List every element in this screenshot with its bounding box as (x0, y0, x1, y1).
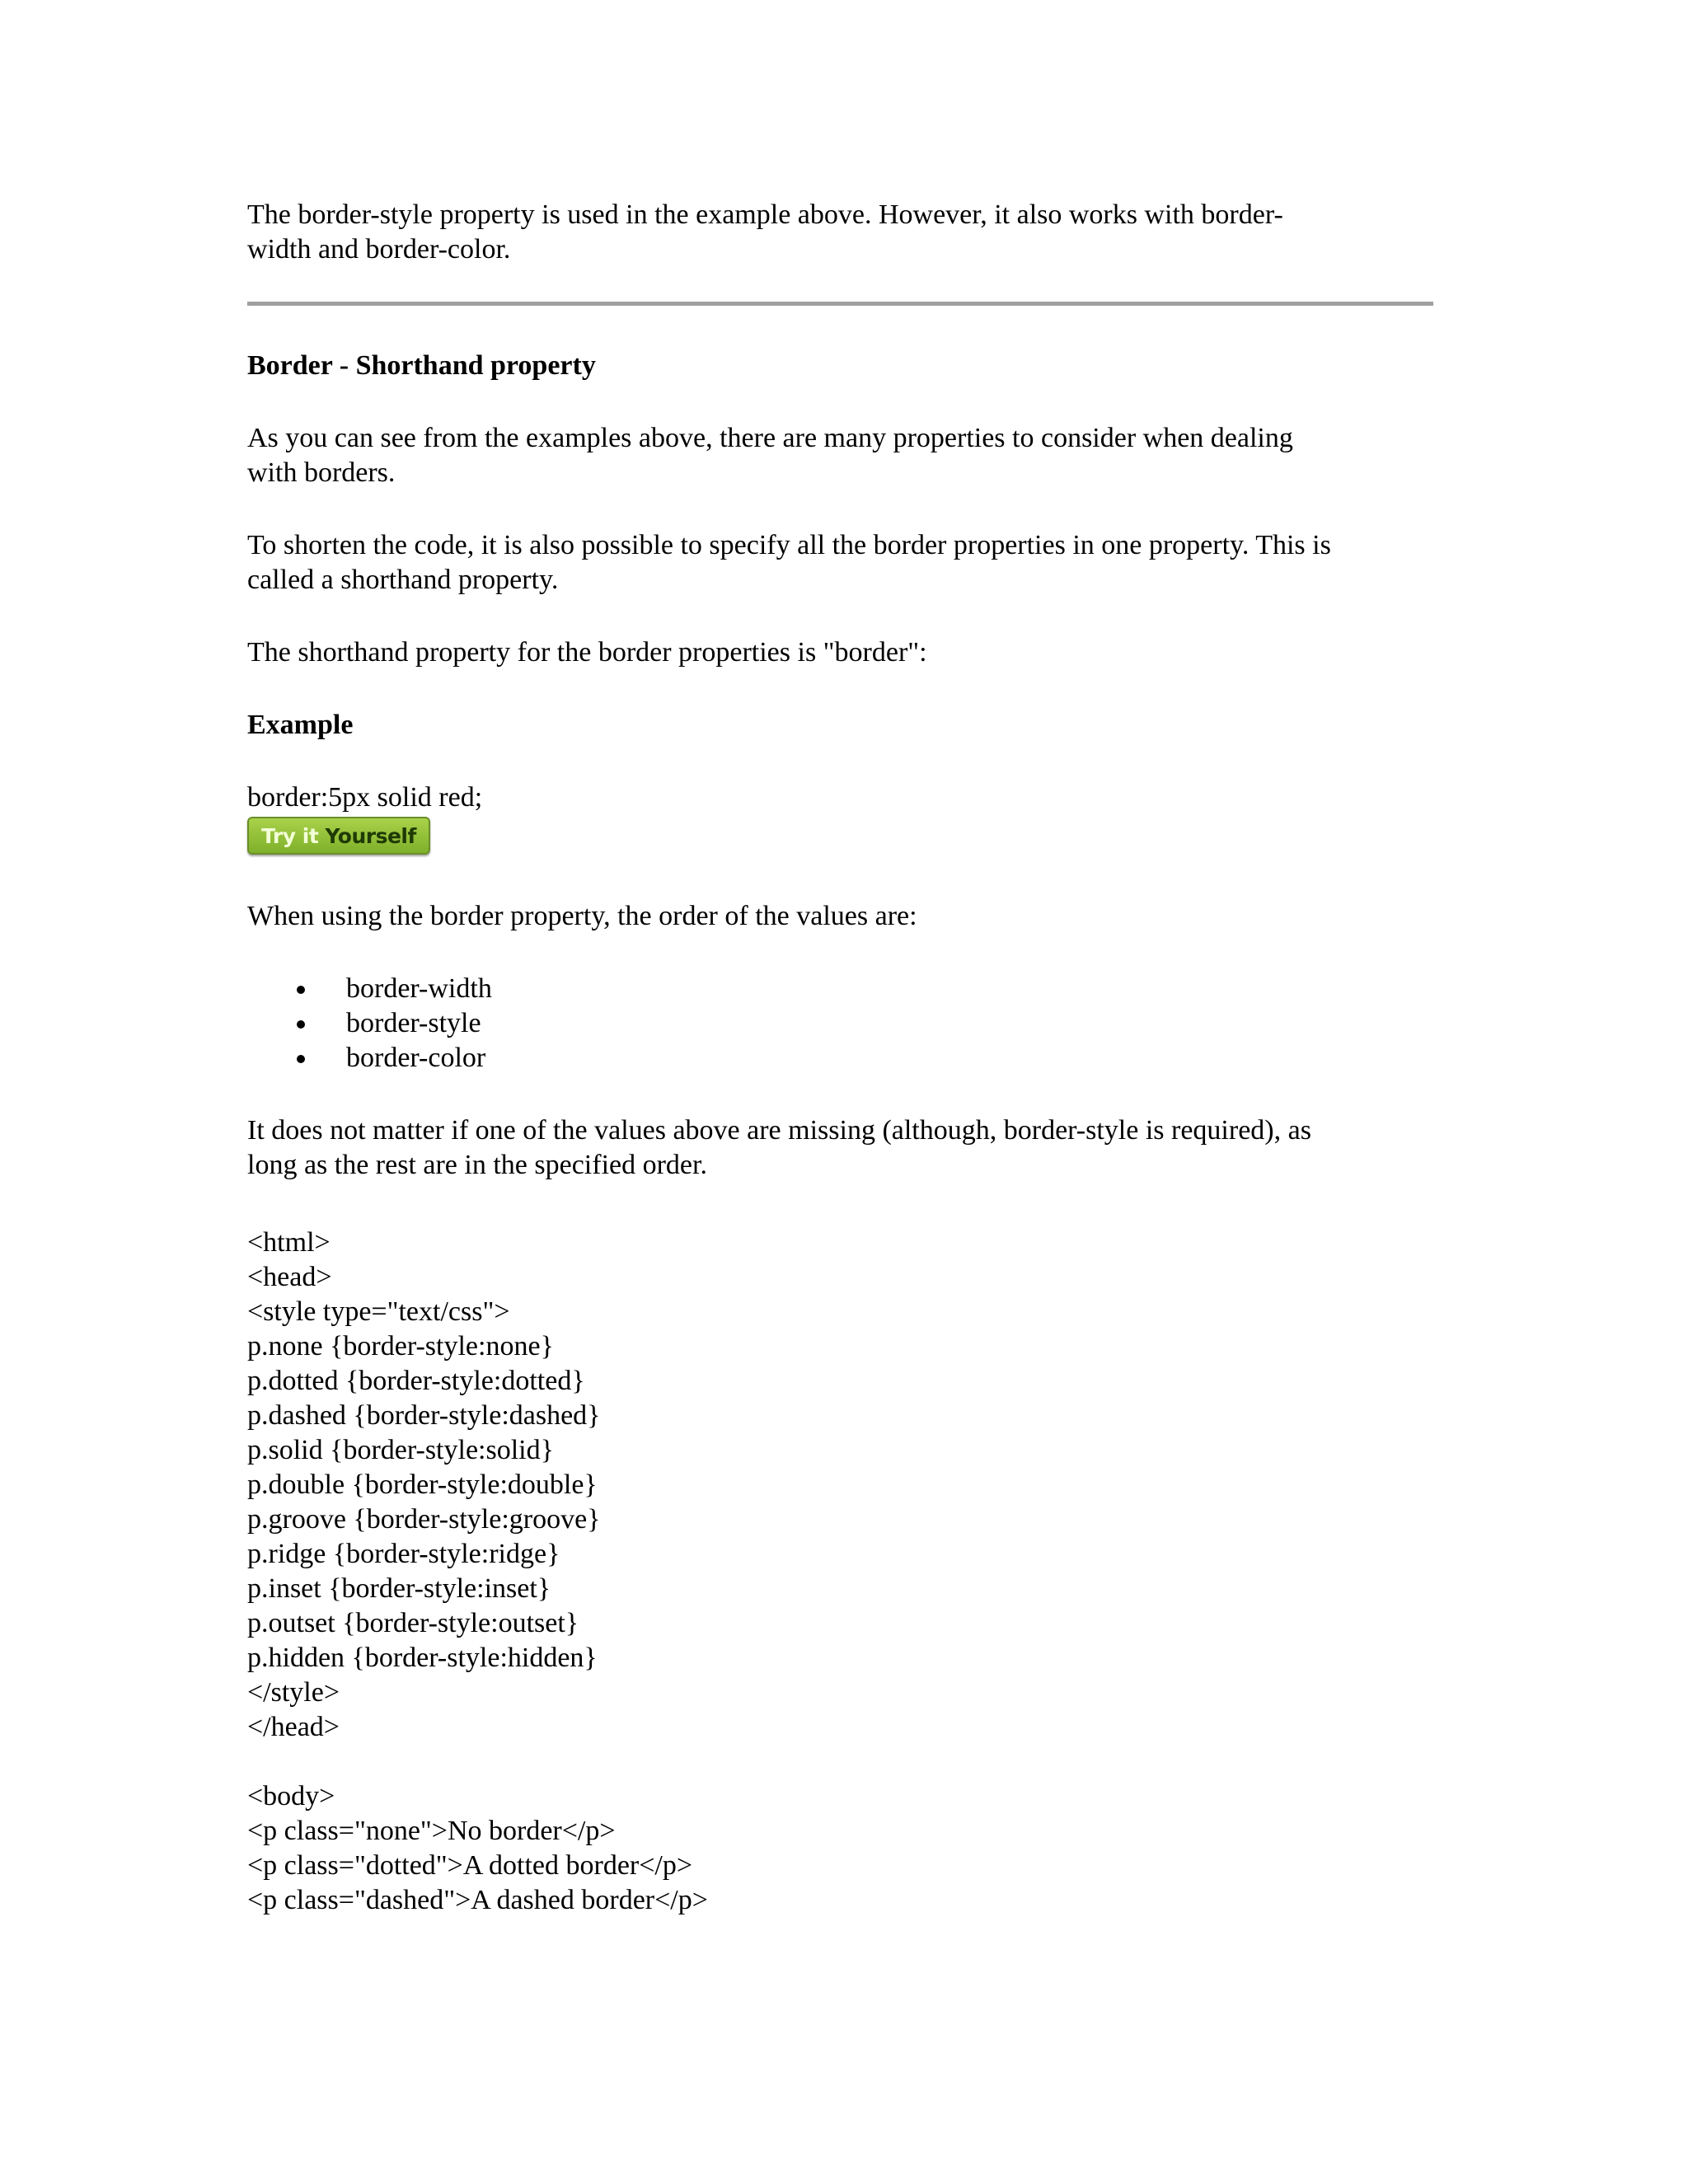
paragraph-line: with borders. (247, 457, 396, 488)
code-line: p.dashed {border-style:dashed} (247, 1400, 601, 1431)
paragraph-line: To shorten the code, it is also possible to specify all the border properties in one property. This is (247, 530, 1331, 560)
paragraph-line: long as the rest are in the specified order. (247, 1150, 707, 1180)
code-line: p.groove {border-style:groove} (247, 1504, 601, 1535)
paragraph-many-properties (247, 421, 1434, 490)
section-divider (247, 302, 1433, 306)
code-line: <p class="dashed">A dashed border</p> (247, 1885, 708, 1915)
code-line: p.double {border-style:double} (247, 1469, 598, 1500)
example-code: border:5px solid red; (247, 782, 483, 813)
code-line: <p class="none">No border</p> (247, 1816, 616, 1846)
intro-paragraph (247, 198, 1434, 267)
code-line: p.inset {border-style:inset} (247, 1573, 551, 1604)
paragraph-shorten-code (247, 528, 1434, 598)
paragraph-line: called a shorthand property. (247, 565, 559, 595)
intro-line-1: The border-style property is used in the example above. However, it also works with border- (247, 199, 1283, 230)
paragraph-line: As you can see from the examples above, there are many properties to consider when dealing (247, 423, 1293, 453)
yourself-label: Yourself (325, 824, 416, 848)
code-body-section (247, 1779, 1434, 1918)
list-item-label: border-color (346, 1043, 486, 1073)
document-page (247, 198, 1434, 1918)
code-listing (247, 1226, 1434, 1918)
code-line: <body> (247, 1781, 335, 1811)
bullet-icon (297, 1020, 305, 1029)
try-it-label: Try it (261, 824, 319, 848)
code-spacer (247, 1745, 1434, 1779)
missing-values-note (247, 1113, 1434, 1183)
list-item (247, 1041, 1434, 1076)
list-item (247, 972, 1434, 1006)
code-line: <html> (247, 1227, 331, 1258)
code-line: p.dotted {border-style:dotted} (247, 1366, 585, 1396)
code-line: p.none {border-style:none} (247, 1331, 554, 1361)
code-head-section (247, 1226, 1434, 1745)
code-line: <p class="dotted">A dotted border</p> (247, 1850, 693, 1881)
paragraph-line: It does not matter if one of the values above are missing (although, border-style is required), as (247, 1115, 1311, 1146)
try-it-yourself-button[interactable] (247, 817, 430, 855)
list-item-label: border-style (346, 1008, 481, 1038)
paragraph-shorthand: The shorthand property for the border properties is "border": (247, 637, 927, 668)
code-line: p.hidden {border-style:hidden} (247, 1643, 598, 1673)
section-heading: Border - Shorthand property (247, 350, 596, 381)
intro-line-2: width and border-color. (247, 234, 511, 265)
code-line: p.outset {border-style:outset} (247, 1608, 579, 1638)
order-intro: When using the border property, the order of the values are: (247, 901, 917, 931)
code-line: <head> (247, 1262, 332, 1292)
list-item-label: border-width (346, 973, 492, 1004)
value-order-list (247, 972, 1434, 1076)
code-line: p.solid {border-style:solid} (247, 1435, 554, 1465)
list-item (247, 1006, 1434, 1041)
bullet-icon (297, 986, 305, 994)
bullet-icon (297, 1055, 305, 1063)
example-heading: Example (247, 710, 354, 740)
code-line: p.ridge {border-style:ridge} (247, 1539, 560, 1569)
code-line: <style type="text/css"> (247, 1296, 510, 1327)
code-line: </head> (247, 1712, 340, 1742)
code-line: </style> (247, 1677, 340, 1708)
